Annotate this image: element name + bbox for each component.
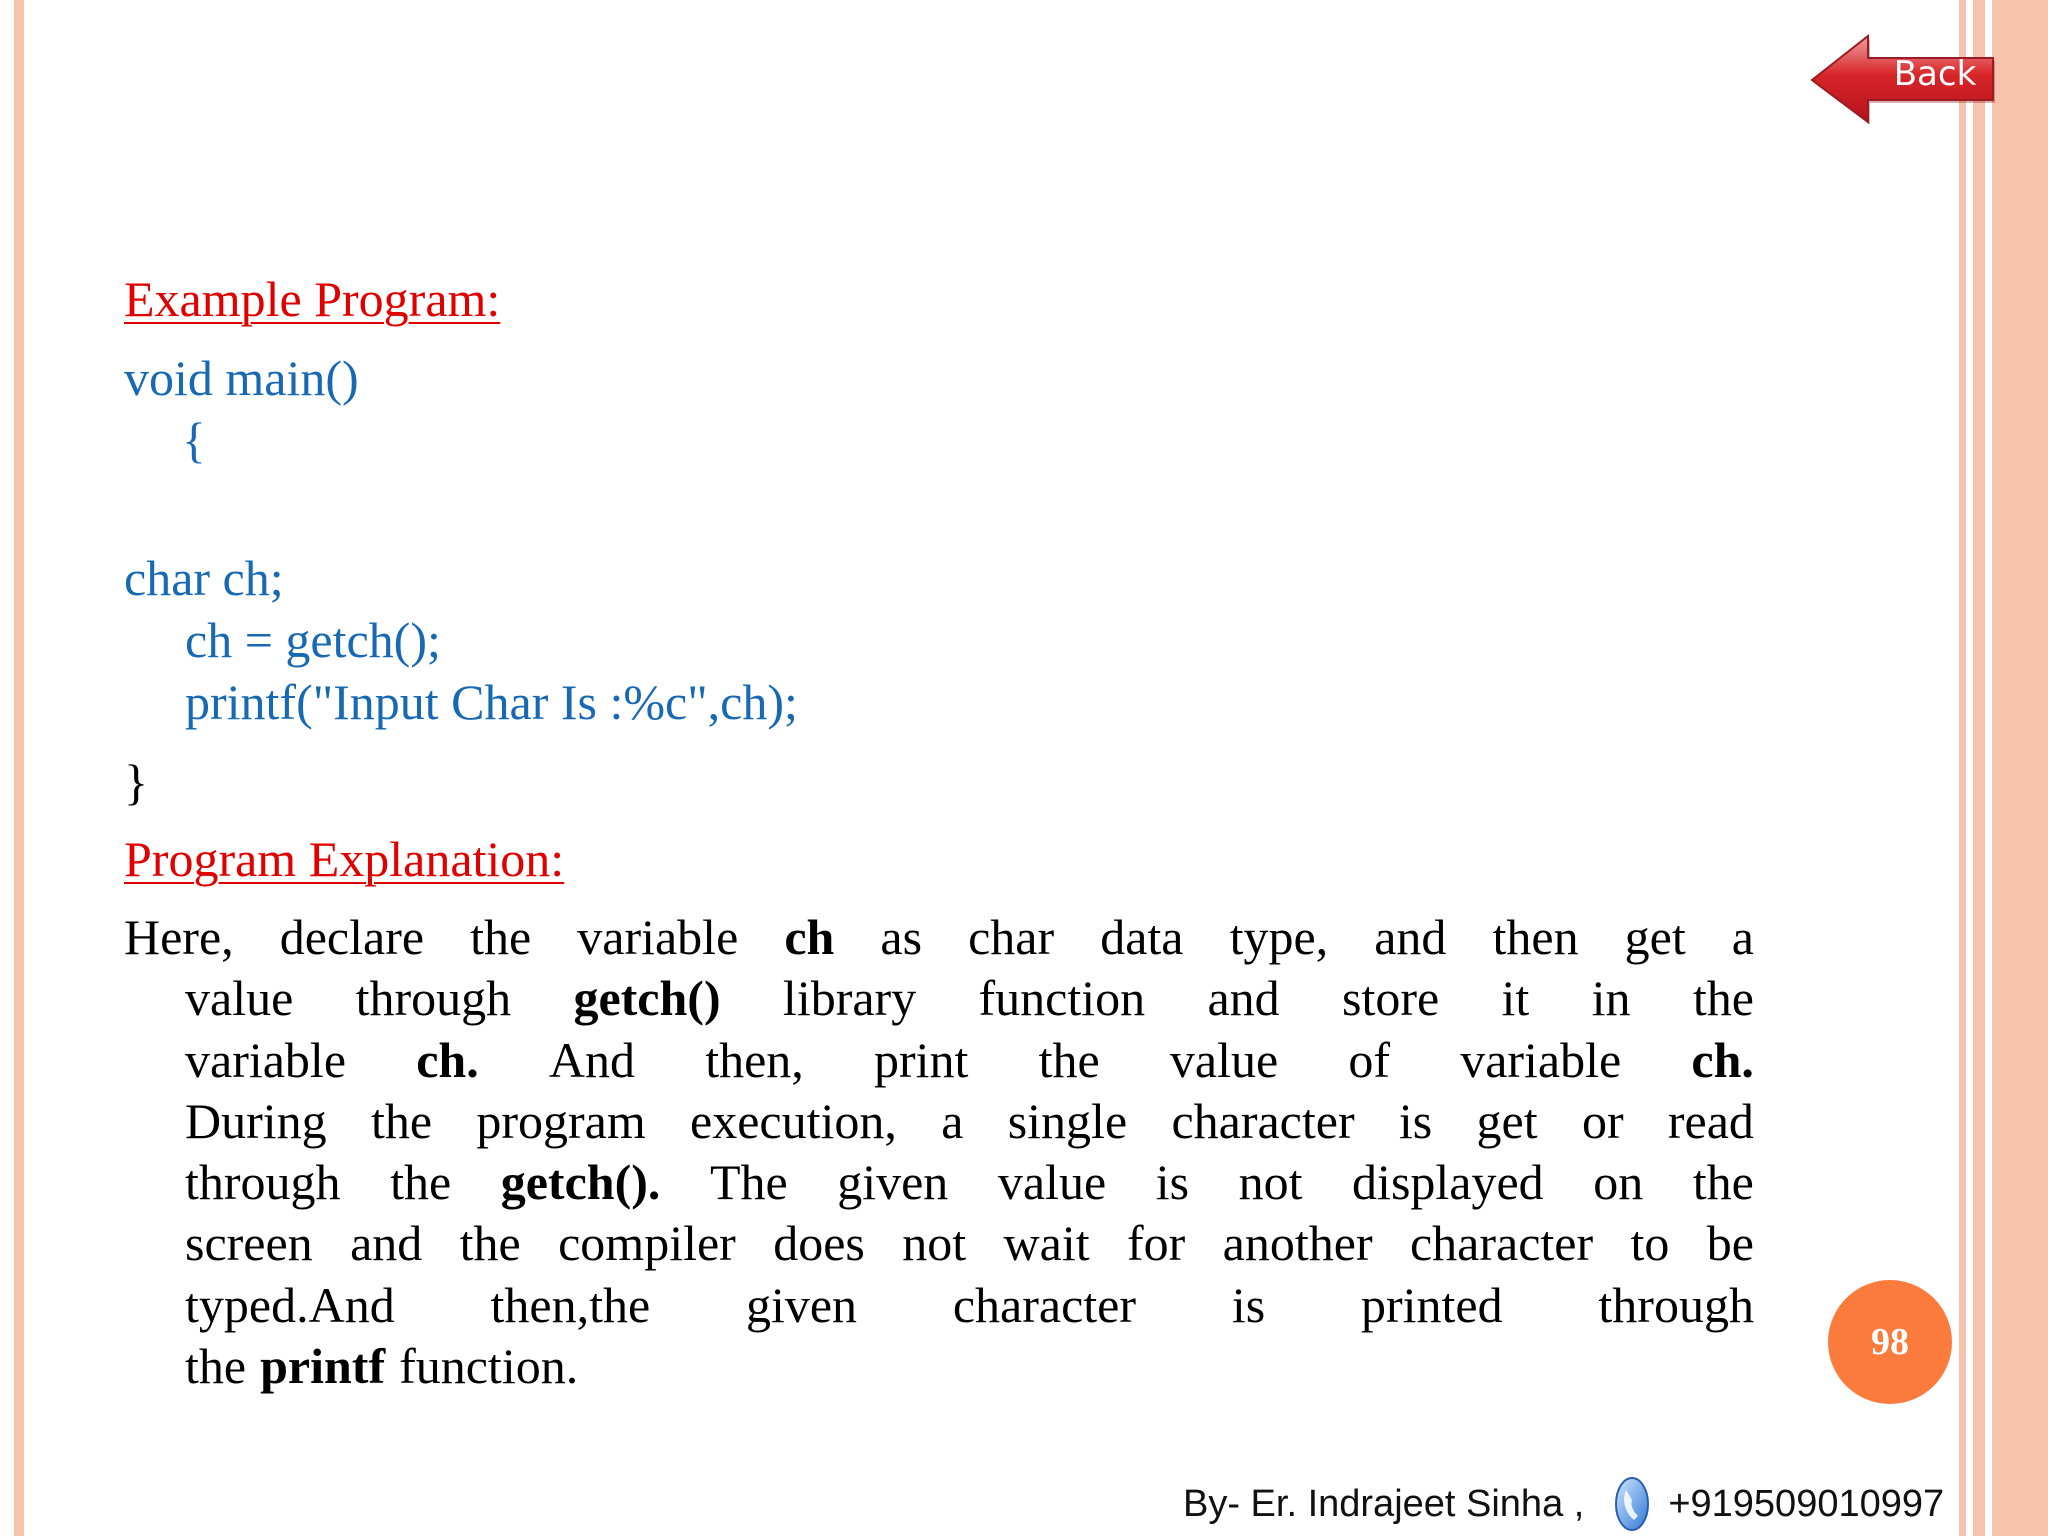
explanation-line xyxy=(124,1213,1754,1274)
explanation-paragraph xyxy=(124,907,1754,1397)
explanation-word: screen xyxy=(185,1215,313,1272)
explanation-line xyxy=(124,907,1754,968)
explanation-word: value xyxy=(1169,1031,1279,1088)
explanation-word: through xyxy=(355,970,512,1027)
explanation-word: Here, xyxy=(124,909,234,965)
explanation-word: does xyxy=(773,1215,865,1272)
explanation-word: And xyxy=(548,1031,635,1088)
explanation-word: of xyxy=(1348,1031,1390,1088)
explanation-line xyxy=(124,1030,1754,1091)
explanation-word: the xyxy=(459,1215,521,1272)
explanation-word: given xyxy=(837,1154,949,1211)
explanation-word: be xyxy=(1706,1215,1754,1272)
explanation-word: is xyxy=(1155,1154,1190,1211)
explanation-word: store xyxy=(1341,970,1440,1027)
explanation-word: a xyxy=(941,1092,964,1149)
explanation-word: character xyxy=(952,1276,1137,1333)
footer xyxy=(1183,1476,1944,1532)
explanation-word: not xyxy=(1238,1154,1303,1211)
explanation-word: execution, xyxy=(690,1092,897,1149)
explanation-word: the xyxy=(185,1338,247,1395)
explanation-word: on xyxy=(1593,1154,1644,1211)
code-line-3: char ch; xyxy=(124,550,284,606)
explanation-word: The xyxy=(709,1154,788,1211)
explanation-word: character xyxy=(1409,1215,1594,1272)
explanation-word: character xyxy=(1171,1092,1355,1149)
code-line-1: void main() xyxy=(124,350,359,406)
explanation-word: or xyxy=(1581,1092,1624,1149)
explanation-word: printf xyxy=(260,1338,386,1395)
explanation-word: not xyxy=(902,1215,967,1272)
explanation-word: the xyxy=(1038,1031,1100,1088)
explanation-word: function xyxy=(978,970,1146,1027)
explanation-word: During xyxy=(185,1092,327,1149)
right-decorative-stripe-2 xyxy=(1973,0,1985,1536)
explanation-word: given xyxy=(745,1276,858,1333)
explanation-word: then xyxy=(1492,909,1579,965)
explanation-word: read xyxy=(1667,1092,1754,1149)
explanation-word: ch. xyxy=(416,1031,479,1088)
explanation-word: is xyxy=(1398,1092,1433,1149)
explanation-word: and xyxy=(350,1215,423,1272)
explanation-word: function. xyxy=(399,1338,579,1395)
back-button[interactable] xyxy=(1810,34,1995,124)
explanation-word: get xyxy=(1624,909,1686,965)
left-decorative-stripe xyxy=(14,0,24,1536)
explanation-line xyxy=(124,1152,1754,1213)
explanation-word: single xyxy=(1007,1092,1128,1149)
explanation-word: data xyxy=(1100,909,1184,965)
explanation-word: and xyxy=(1207,970,1280,1027)
explanation-word: displayed xyxy=(1352,1154,1544,1211)
explanation-word: the xyxy=(470,909,532,965)
explanation-word: a xyxy=(1731,909,1754,965)
explanation-word: in xyxy=(1591,970,1631,1027)
explanation-word: and xyxy=(1374,909,1447,965)
explanation-word: variable xyxy=(185,1031,347,1088)
code-line-2: { xyxy=(182,412,206,468)
phone-icon xyxy=(1614,1476,1650,1532)
explanation-word: through xyxy=(185,1154,341,1211)
code-line-4: ch = getch(); xyxy=(185,612,441,668)
code-line-5: printf("Input Char Is :%c",ch); xyxy=(185,674,798,730)
explanation-word: ch. xyxy=(1691,1031,1754,1088)
explanation-word: then, xyxy=(705,1031,804,1088)
explanation-line xyxy=(124,1275,1754,1336)
explanation-word: through xyxy=(1598,1276,1754,1333)
explanation-word: type, xyxy=(1229,909,1329,965)
footer-phone: +919509010997 xyxy=(1668,1482,1945,1525)
explanation-word: another xyxy=(1222,1215,1373,1272)
explanation-line xyxy=(124,968,1754,1029)
page-number-badge: 98 xyxy=(1828,1280,1952,1404)
explanation-word: the xyxy=(1692,970,1754,1027)
explanation-word: the xyxy=(370,1092,433,1149)
explanation-word: as xyxy=(880,909,923,965)
explanation-word: library xyxy=(782,970,917,1027)
explanation-line xyxy=(124,1336,1754,1397)
explanation-word: value xyxy=(997,1154,1107,1211)
explanation-word: the xyxy=(1692,1154,1754,1211)
explanation-word: get xyxy=(1476,1092,1538,1149)
explanation-word: value xyxy=(185,970,294,1027)
explanation-word: ch xyxy=(784,909,835,965)
explanation-word: declare xyxy=(279,909,425,965)
explanation-word: variable xyxy=(577,909,739,965)
explanation-word: compiler xyxy=(558,1215,736,1272)
explanation-word: getch(). xyxy=(500,1154,661,1211)
explanation-word: printed xyxy=(1360,1276,1503,1333)
explanation-word: it xyxy=(1501,970,1530,1027)
right-decorative-stripe-3 xyxy=(1992,0,2048,1536)
back-label: Back xyxy=(1893,54,1977,94)
explanation-word: to xyxy=(1630,1215,1670,1272)
explanation-line xyxy=(124,1091,1754,1152)
explanation-word: getch() xyxy=(573,970,721,1027)
explanation-word: for xyxy=(1126,1215,1186,1272)
explanation-word: typed.And xyxy=(185,1276,395,1333)
footer-author: By- Er. Indrajeet Sinha , xyxy=(1183,1482,1585,1525)
explanation-word: print xyxy=(873,1031,969,1088)
explanation-heading: Program Explanation: xyxy=(124,831,565,887)
code-line-6: } xyxy=(124,754,148,810)
explanation-word: then,the xyxy=(490,1276,651,1333)
explanation-word: char xyxy=(968,909,1055,965)
explanation-word: is xyxy=(1231,1276,1266,1333)
explanation-word: the xyxy=(390,1154,452,1211)
example-heading: Example Program: xyxy=(124,271,501,327)
explanation-word: program xyxy=(476,1092,646,1149)
right-decorative-stripe-1 xyxy=(1959,0,1966,1536)
explanation-word: variable xyxy=(1460,1031,1622,1088)
explanation-word: wait xyxy=(1003,1215,1090,1272)
